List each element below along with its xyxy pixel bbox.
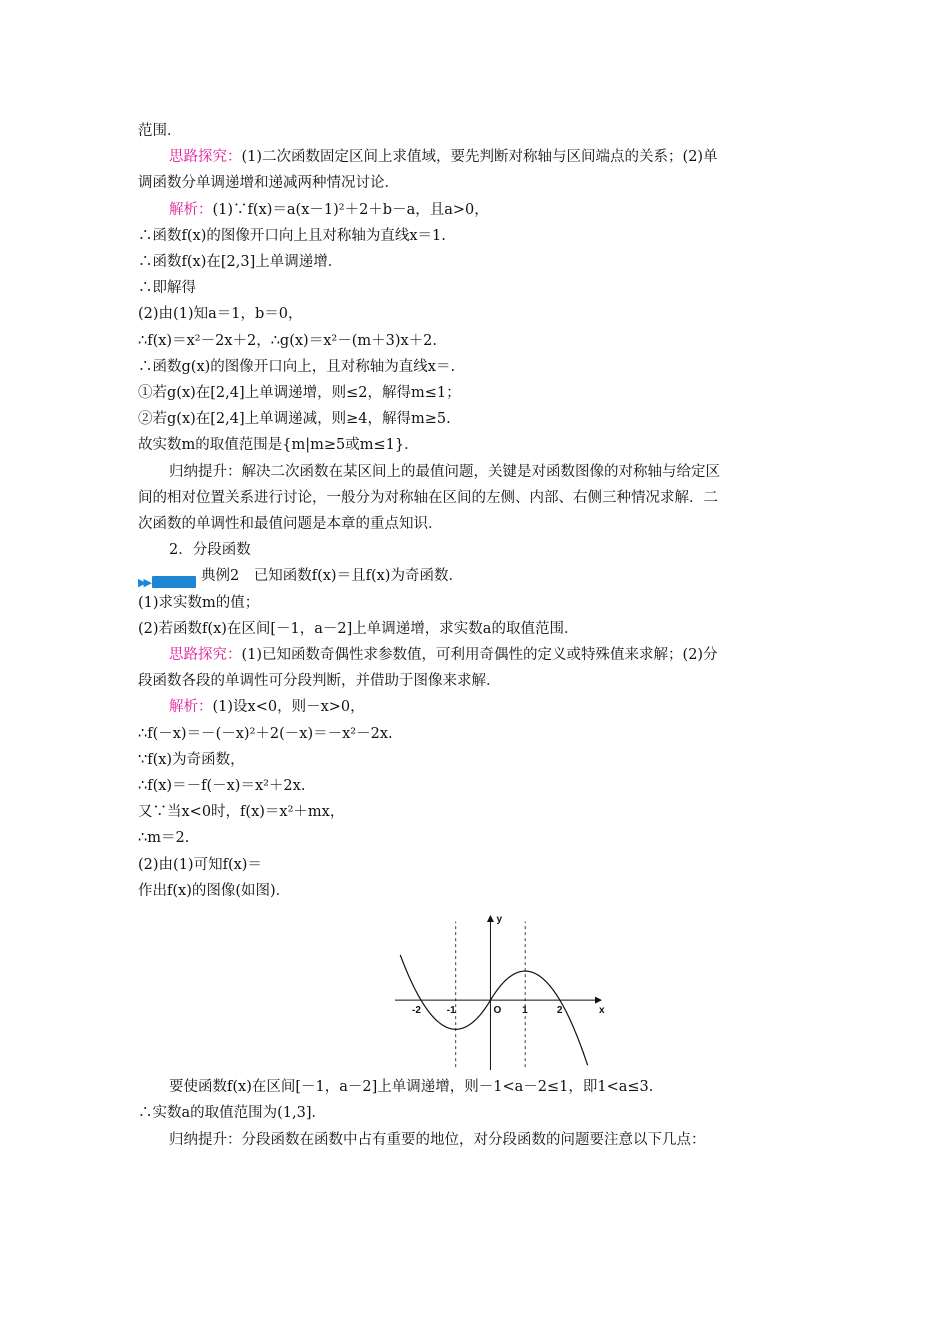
y-axis-label: y [496, 914, 503, 926]
text-line: 故实数m的取值范围是{m|m≥5或m≤1}． [138, 437, 419, 454]
x-tick-label: 1 [522, 1005, 528, 1017]
text-line: 间的相对位置关系进行讨论，一般分为对称轴在区间的左侧、内部、右侧三种情况求解．二 [138, 489, 718, 506]
text-line: ②若g(x)在[2,4]上单调递减，则≥4，解得m≥5. [138, 411, 451, 428]
text-line: ∴即解得 [138, 280, 196, 297]
document-body [138, 118, 828, 1153]
example-marker-icon: ▶▶ [138, 569, 198, 582]
inline-label: 解析： [169, 201, 213, 218]
text-line: ∴f(x)＝－f(－x)＝x²＋2x. [138, 778, 306, 795]
text-line: ∴f(－x)＝－(－x)²＋2(－x)＝－x²－2x. [138, 725, 393, 742]
origin-label: O [493, 1005, 502, 1017]
text-line: ∴函数f(x)在[2,3]上单调递增． [138, 254, 343, 271]
text-line: 解析：(1)设x<0，则－x>0， [169, 699, 365, 716]
x-axis-label: x [599, 1005, 605, 1017]
text-line: 归纳提升：分段函数在函数中占有重要的地位，对分段函数的问题要注意以下几点： [169, 1131, 706, 1148]
text-line: ∴实数a的取值范围为(1,3]． [138, 1105, 327, 1122]
text-line: (2)若函数f(x)在区间[－1，a－2]上单调递增，求实数a的取值范围． [138, 620, 579, 637]
function-graph [395, 910, 605, 1070]
example-heading: ▶▶ 典例2 已知函数f(x)＝且f(x)为奇函数． [138, 568, 463, 589]
text-line: 归纳提升：解决二次函数在某区间上的最值问题，关键是对函数图像的对称轴与给定区 [169, 463, 720, 480]
text-line: (2)由(1)可知f(x)＝ [138, 856, 262, 873]
text-line: 又∵当x<0时，f(x)＝x²＋mx， [138, 804, 345, 821]
text-line: ∴函数f(x)的图像开口向上且对称轴为直线x＝1. [138, 227, 446, 244]
text-line: 作出f(x)的图像(如图)． [138, 882, 291, 899]
text-line: ∴f(x)＝x²－2x＋2，∴g(x)＝x²－(m＋3)x＋2. [138, 332, 437, 349]
text-line: ∴函数g(x)的图像开口向上，且对称轴为直线x＝. [138, 358, 456, 375]
text-line: 思路探究：(1)已知函数奇偶性求参数值，可利用奇偶性的定义或特殊值来求解；(2)分 [169, 647, 718, 664]
text-line: ①若g(x)在[2,4]上单调递增，则≤2，解得m≤1； [138, 385, 461, 402]
inline-label: 思路探究： [169, 149, 242, 166]
text-line: ∵f(x)为奇函数， [138, 751, 245, 768]
function-graph-figure [138, 910, 828, 1070]
x-tick-label: 2 [556, 1005, 563, 1017]
text-line: (2)由(1)知a＝1，b＝0， [138, 306, 303, 323]
section-heading: 2．分段函数 [169, 542, 251, 559]
text-line: ∴m＝2. [138, 830, 190, 847]
text-line: 调函数分单调递增和递减两种情况讨论． [138, 175, 399, 192]
text-line: 解析：(1)∵f(x)＝a(x－1)²＋2＋b－a，且a>0， [169, 201, 489, 218]
text-line: 要使函数f(x)在区间[－1，a－2]上单调递增，则－1<a－2≤1，即1<a≤3. [169, 1079, 654, 1096]
x-tick-label: -1 [446, 1005, 456, 1017]
x-tick-label: -2 [412, 1005, 421, 1017]
text-line: (1)求实数m的值； [138, 594, 260, 611]
text-line: 思路探究：(1)二次函数固定区间上求值域，要先判断对称轴与区间端点的关系；(2)单 [169, 149, 718, 166]
text-line: 段函数各段的单调性可分段判断，并借助于图像来求解． [138, 673, 501, 690]
inline-label: 思路探究： [169, 647, 242, 664]
text-line: 次函数的单调性和最值问题是本章的重点知识． [138, 516, 443, 533]
text-line: 范围． [138, 123, 182, 139]
inline-label: 解析： [169, 699, 213, 716]
